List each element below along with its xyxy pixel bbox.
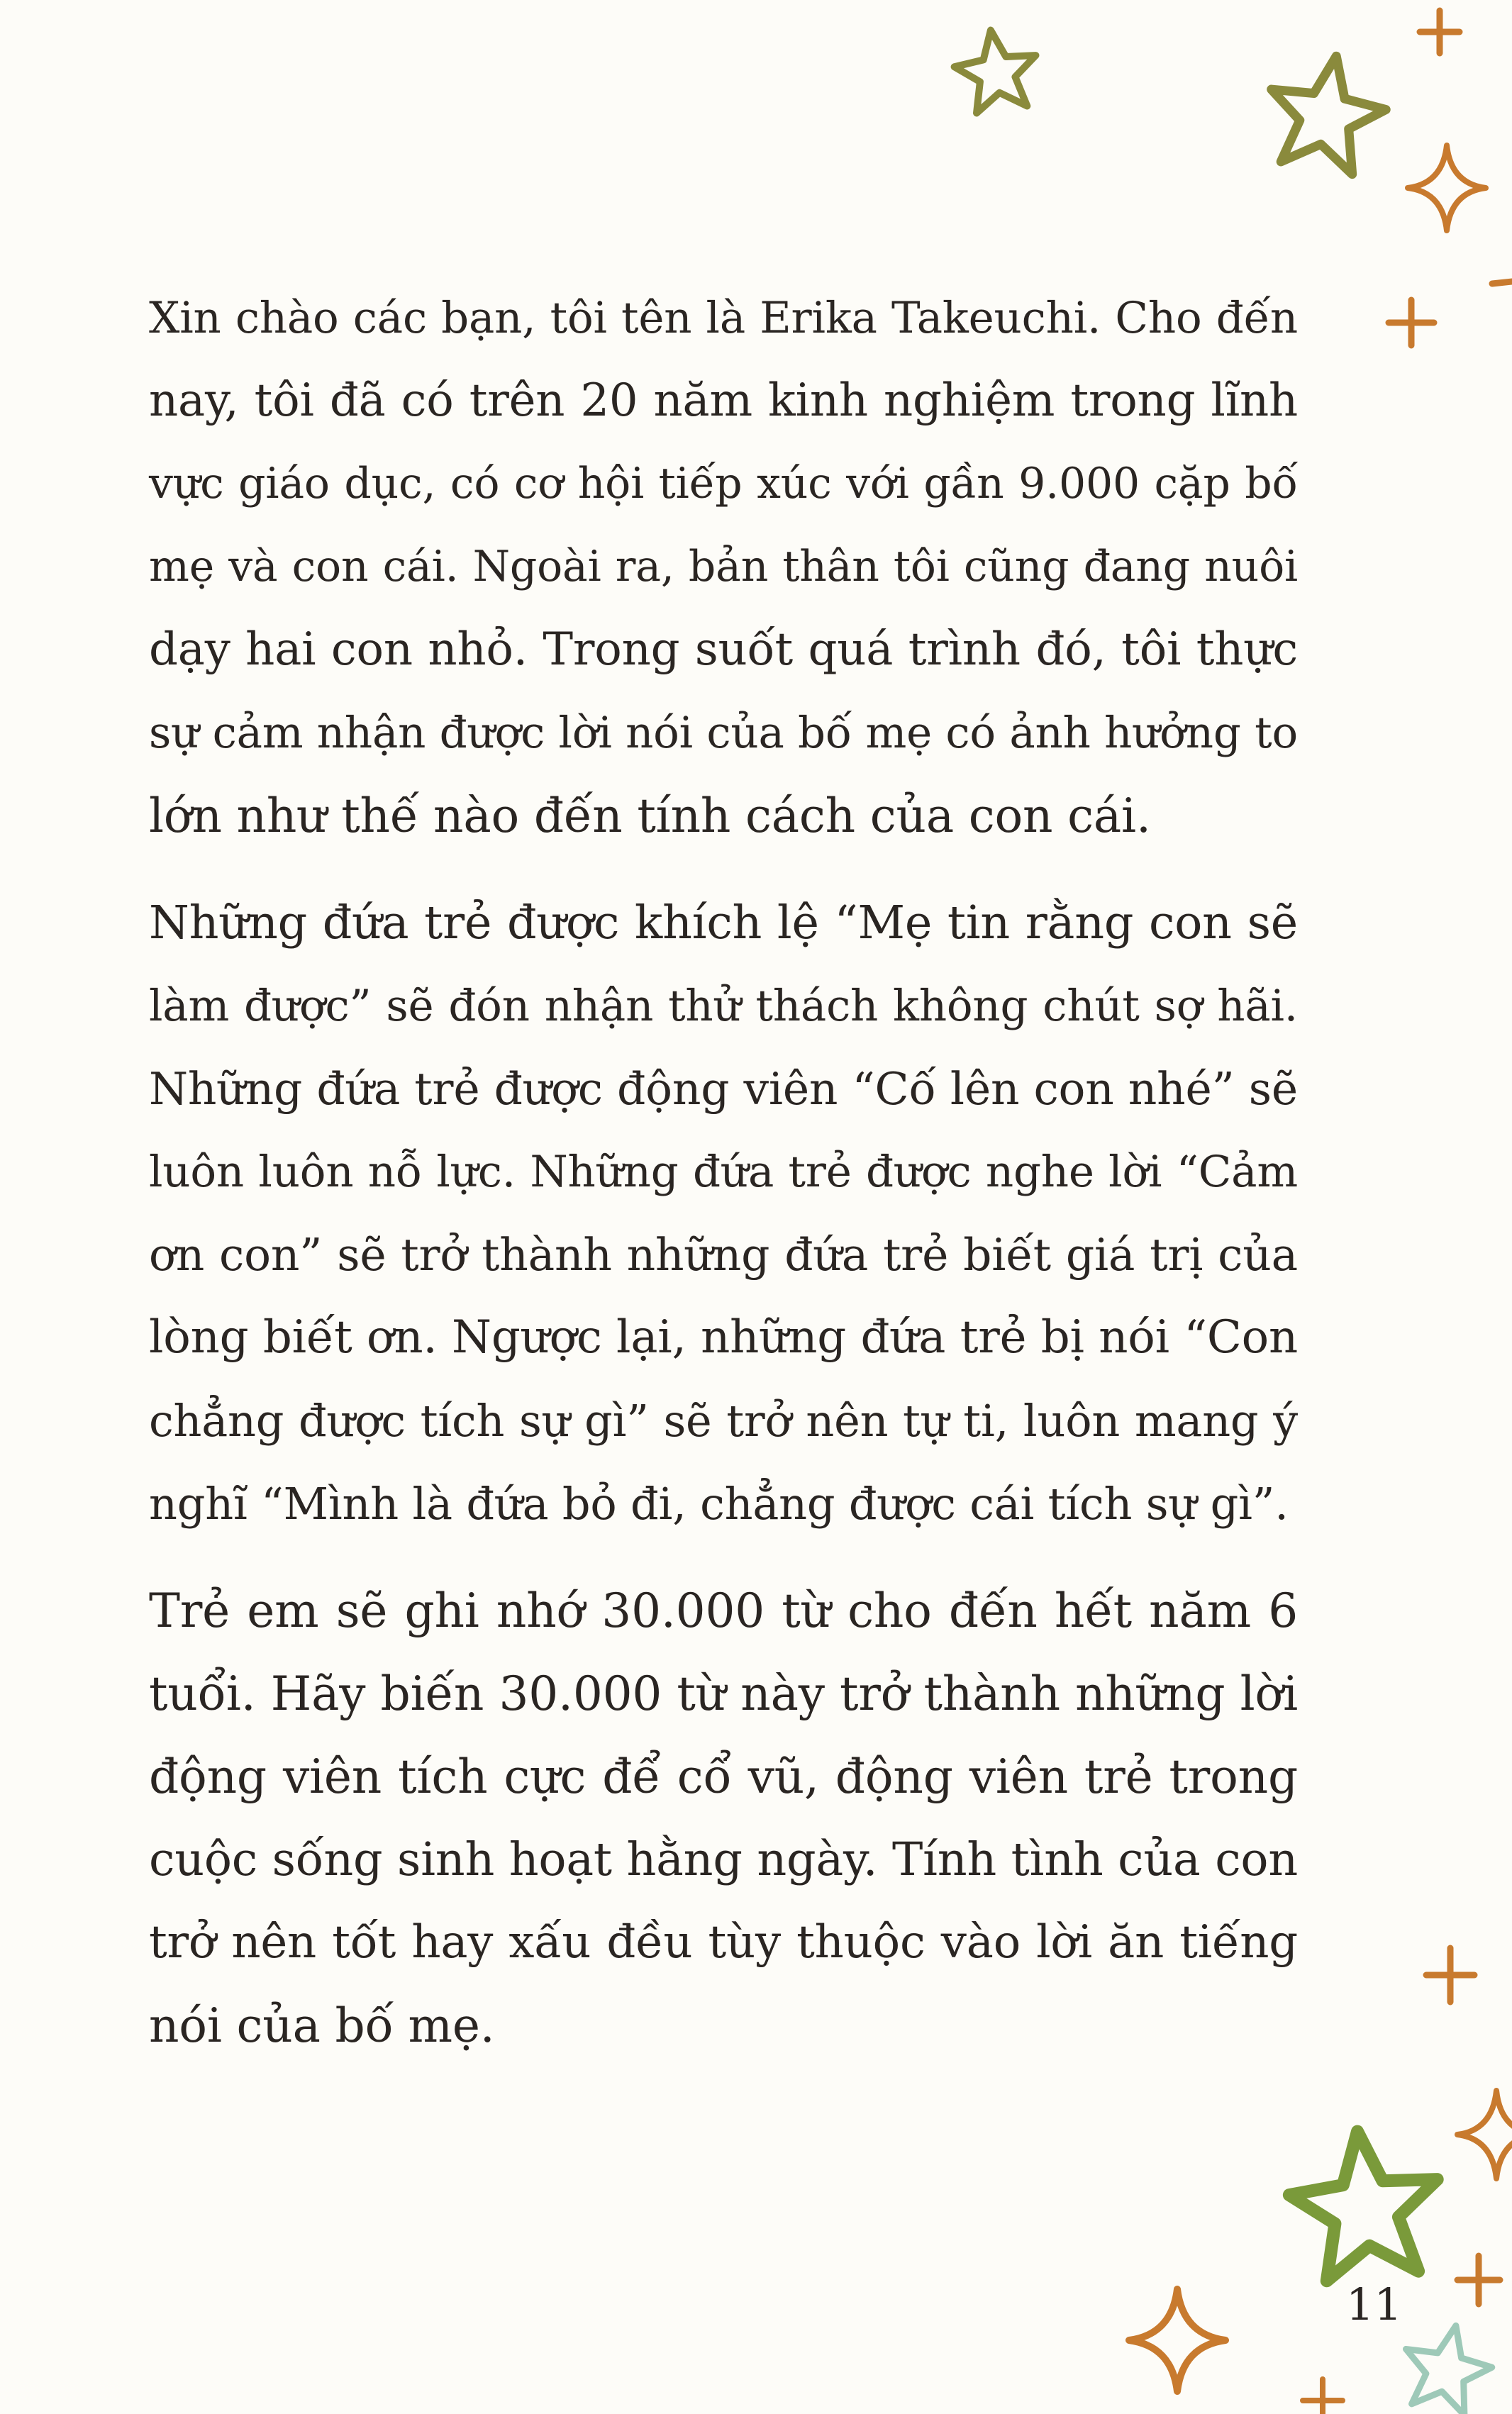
plus-sparkle-icon [1389, 300, 1434, 345]
sparkle-icon [1408, 145, 1486, 230]
plus-sparkle-icon [1426, 1948, 1474, 2002]
page-number: 11 [1346, 2279, 1402, 2330]
text-line: mẹ và con cái. Ngoài ra, bản thân tôi cũng đang nuôi [149, 542, 1298, 591]
text-line: trở nên tốt hay xấu đều tùy thuộc vào lời ăn tiếng [149, 1916, 1298, 1969]
star-outline-icon [1284, 2124, 1447, 2284]
sparkle-icon [1457, 2091, 1512, 2179]
star-outline-icon [1260, 46, 1394, 178]
sparkle-icon [1492, 279, 1512, 284]
star-outline-icon [1395, 2316, 1499, 2414]
text-line: Những đứa trẻ được khích lệ “Mẹ tin rằng con sẽ [149, 896, 1298, 950]
paragraph-encouragement [149, 881, 1298, 1545]
plus-sparkle-icon [1420, 11, 1460, 53]
text-line: nói của bố mẹ. [149, 1998, 495, 2053]
text-line: nghĩ “Mình là đứa bỏ đi, chẳng được cái tích sự gì”. [149, 1478, 1289, 1530]
text-line: sự cảm nhận được lời nói của bố mẹ có ảnh hưởng to [149, 708, 1298, 758]
text-line: nay, tôi đã có trên 20 năm kinh nghiệm trong lĩnh [149, 374, 1298, 427]
paragraph-conclusion [149, 1569, 1298, 2067]
text-line: động viên tích cực để cổ vũ, động viên trẻ trong [149, 1750, 1298, 1804]
plus-sparkle-icon [1457, 2256, 1500, 2304]
text-line: Những đứa trẻ được động viên “Cố lên con nhé” sẽ [149, 1063, 1298, 1115]
text-line: Xin chào các bạn, tôi tên là Erika Takeuchi. Cho đến [149, 293, 1298, 343]
sparkle-icon [1129, 2289, 1225, 2391]
text-line: lớn như thế nào đến tính cách của con cái. [149, 789, 1151, 843]
paragraph-intro [149, 277, 1298, 857]
star-outline-icon [950, 24, 1043, 115]
text-line: dạy hai con nhỏ. Trong suốt quá trình đó, tôi thực [149, 623, 1298, 676]
text-line: Trẻ em sẽ ghi nhớ 30.000 từ cho đến hết năm 6 [149, 1584, 1298, 1638]
text-line: cuộc sống sinh hoạt hằng ngày. Tính tình của con [149, 1833, 1298, 1886]
body-text [149, 277, 1298, 2091]
text-line: luôn luôn nỗ lực. Những đứa trẻ được nghe lời “Cảm [149, 1147, 1298, 1197]
text-line: ơn con” sẽ trở thành những đứa trẻ biết giá trị của [149, 1229, 1298, 1281]
plus-sparkle-icon [1303, 2379, 1343, 2414]
text-line: chẳng được tích sự gì” sẽ trở nên tự ti, luôn mang ý [149, 1395, 1298, 1447]
text-line: làm được” sẽ đón nhận thử thách không chút sợ hãi. [149, 981, 1298, 1031]
text-line: lòng biết ơn. Ngược lại, những đứa trẻ bị nói “Con [149, 1311, 1298, 1364]
text-line: tuổi. Hãy biến 30.000 từ này trở thành những lời [149, 1667, 1298, 1721]
text-line: vực giáo dục, có cơ hội tiếp xúc với gần 9.000 cặp bố [149, 459, 1298, 508]
